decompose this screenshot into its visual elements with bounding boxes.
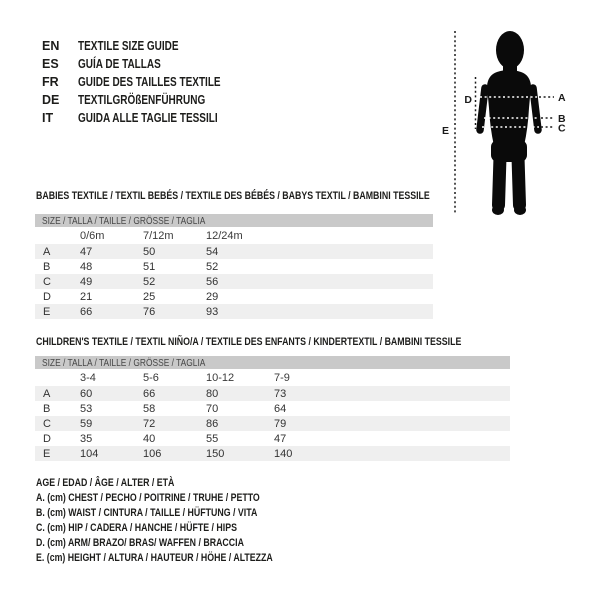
babies-table-header: [35, 214, 433, 227]
language-title: [78, 57, 256, 71]
legend-item-text: B. (cm) WAIST / CINTURA / TAILLE / HÜFTUNG / VITA: [36, 506, 258, 519]
language-code: EN: [42, 39, 60, 53]
size-value: 60: [80, 387, 93, 400]
size-value: 52: [206, 260, 219, 273]
language-code: FR: [42, 75, 59, 89]
row-label: B: [43, 260, 51, 273]
silhouette-foot-left: [492, 205, 504, 215]
size-value: 93: [206, 305, 219, 318]
language-row-it: [42, 109, 256, 127]
legend-item-a: [36, 490, 332, 505]
size-value: 66: [80, 305, 93, 318]
legend-item-e: [36, 550, 332, 565]
silhouette-head: [496, 31, 524, 69]
table-row-d: [35, 431, 510, 446]
measure-label-a: A: [558, 92, 566, 104]
table-row-a: [35, 244, 433, 259]
language-title: [78, 75, 256, 89]
language-title: [78, 39, 256, 53]
size-value: 76: [143, 305, 156, 318]
size-value: 25: [143, 290, 156, 303]
size-col-label: 5-6: [143, 371, 159, 384]
babies-size-table: [35, 214, 433, 319]
children-table-header: [35, 356, 510, 369]
row-label: D: [43, 432, 51, 445]
legend-item-text: A. (cm) CHEST / PECHO / POITRINE / TRUHE / PETTO: [36, 491, 260, 504]
measure-label-e: E: [441, 125, 449, 137]
babies-section-title-text: BABIES TEXTILE / TEXTIL BEBÉS / TEXTILE DES BÉBÉS / BABYS TEXTIL / BAMBINI TESSILE: [36, 190, 430, 202]
silhouette-torso: [487, 70, 531, 146]
size-value: 80: [206, 387, 219, 400]
language-code: IT: [42, 111, 54, 125]
language-row-fr: [42, 73, 256, 91]
row-label: C: [43, 417, 51, 430]
language-code: ES: [42, 57, 59, 71]
size-value: 35: [80, 432, 93, 445]
size-col-label: 12/24m: [206, 229, 243, 242]
measure-label-d: D: [464, 94, 472, 106]
legend-item-b: [36, 505, 332, 520]
language-row-en: [42, 37, 256, 55]
language-title: [78, 93, 256, 107]
babies-table-size-row: [35, 227, 433, 244]
size-value: 49: [80, 275, 93, 288]
size-col-label: 0/6m: [80, 229, 105, 242]
size-col-label: 10-12: [206, 371, 235, 384]
legend-item-text: E. (cm) HEIGHT / ALTURA / HAUTEUR / HÖHE / ALTEZZA: [36, 551, 273, 564]
language-code: DE: [42, 93, 60, 107]
table-row-e: [35, 304, 433, 319]
legend-age-text: AGE / EDAD / ÂGE / ALTER / ETÀ: [36, 476, 175, 489]
size-value: 53: [80, 402, 93, 415]
legend-item-d: [36, 535, 332, 550]
size-value: 70: [206, 402, 219, 415]
language-title: [78, 111, 256, 125]
size-value: 47: [274, 432, 287, 445]
language-title-text: GUÍA DE TALLAS: [78, 57, 161, 71]
size-value: 150: [206, 447, 225, 460]
size-value: 106: [143, 447, 162, 460]
language-row-es: [42, 55, 256, 73]
children-size-table: [35, 356, 510, 461]
size-value: 50: [143, 245, 156, 258]
measurement-legend: [36, 475, 332, 565]
measure-label-c: C: [558, 122, 566, 135]
legend-item-c: [36, 520, 332, 535]
row-label: B: [43, 402, 51, 415]
size-col-label: 7/12m: [143, 229, 174, 242]
table-row-b: [35, 259, 433, 274]
children-section-title-text: CHILDREN'S TEXTILE / TEXTIL NIÑO/A / TEXTILE DES ENFANTS / KINDERTEXTIL / BAMBINI TESSILE: [36, 336, 462, 348]
size-value: 140: [274, 447, 293, 460]
measure-label-b: B: [558, 113, 566, 125]
size-value: 104: [80, 447, 99, 460]
table-row-b: [35, 401, 510, 416]
language-row-de: [42, 91, 256, 109]
children-section-title: [36, 336, 568, 348]
size-value: 56: [206, 275, 219, 288]
size-col-label: 3-4: [80, 371, 96, 384]
legend-item-text: C. (cm) HIP / CADERA / HANCHE / HÜFTE / HIPS: [36, 521, 237, 534]
babies-section-title: [36, 190, 528, 202]
language-list: [42, 37, 256, 127]
table-row-a: [35, 386, 510, 401]
size-value: 59: [80, 417, 93, 430]
row-label: A: [43, 387, 51, 400]
size-value: 58: [143, 402, 156, 415]
row-label: D: [43, 290, 51, 303]
child-silhouette: [480, 31, 538, 215]
row-label: E: [43, 305, 51, 318]
size-value: 52: [143, 275, 156, 288]
table-row-e: [35, 446, 510, 461]
size-value: 47: [80, 245, 93, 258]
size-value: 66: [143, 387, 156, 400]
size-col-label: 7-9: [274, 371, 290, 384]
language-title-text: TEXTILE SIZE GUIDE: [78, 39, 179, 53]
size-value: 51: [143, 260, 156, 273]
size-value: 86: [206, 417, 219, 430]
table-row-d: [35, 289, 433, 304]
table-row-c: [35, 416, 510, 431]
table-row-c: [35, 274, 433, 289]
size-value: 21: [80, 290, 93, 303]
size-value: 79: [274, 417, 287, 430]
row-label: E: [43, 447, 51, 460]
row-label: A: [43, 245, 51, 258]
silhouette-arm-right: [533, 88, 538, 130]
children-table-size-row: [35, 369, 510, 386]
size-value: 73: [274, 387, 287, 400]
babies-table-header-text: SIZE / TALLA / TAILLE / GRÖSSE / TAGLIA: [42, 214, 206, 227]
language-title-text: TEXTILGRÖßENFÜHRUNG: [78, 93, 206, 107]
size-value: 48: [80, 260, 93, 273]
silhouette-arm-left: [480, 88, 485, 130]
size-value: 55: [206, 432, 219, 445]
size-value: 54: [206, 245, 219, 258]
size-value: 72: [143, 417, 156, 430]
row-label: C: [43, 275, 51, 288]
language-title-text: GUIDE DES TAILLES TEXTILE: [78, 75, 221, 89]
legend-age-line: [36, 475, 332, 490]
legend-item-text: D. (cm) ARM/ BRAZO/ BRAS/ WAFFEN / BRACCIA: [36, 536, 244, 549]
size-value: 64: [274, 402, 287, 415]
size-value: 29: [206, 290, 219, 303]
children-table-header-text: SIZE / TALLA / TAILLE / GRÖSSE / TAGLIA: [42, 356, 206, 369]
silhouette-foot-right: [514, 205, 526, 215]
language-title-text: GUIDA ALLE TAGLIE TESSILI: [78, 111, 218, 125]
size-value: 40: [143, 432, 156, 445]
